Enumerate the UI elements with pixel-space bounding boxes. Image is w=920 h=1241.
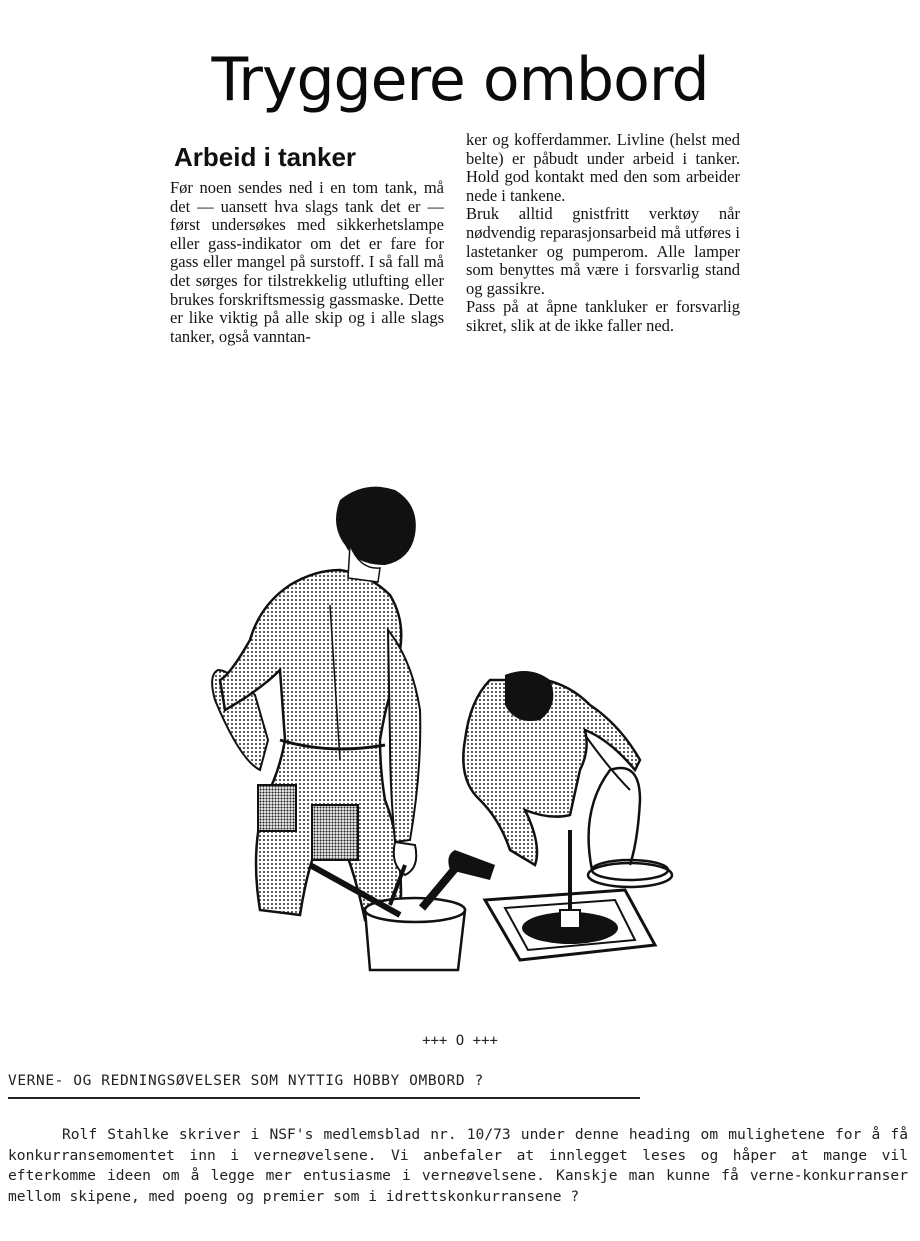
section-separator: +++ O +++ xyxy=(422,1033,498,1049)
notice-heading: VERNE- OG REDNINGSØVELSER SOM NYTTIG HOBBY OMBORD ? xyxy=(8,1073,484,1089)
notice-body: Rolf Stahlke skriver i NSF's medlemsblad nr. 10/73 under denne heading om mulighetene for å få konkurransemomentet inn i verneøvelsene. Vi anbefaler at innlegget leses og håper at mange vil efterkomme ideen om å legge mer entusiasme i verneøvelsene. Kanskje man kunne få verne-konkurranser mellom skipene, med poeng og premier som i idrettskonkurransene ? xyxy=(8,1126,908,1205)
kneeling-worker-figure xyxy=(448,671,640,880)
article-paragraph: Bruk alltid gnistfritt verktøy når nødvendig reparasjonsarbeid må utføres i lastetanker og pumperom. Alle lamper som benyttes må være i forsvarlig stand og gassikre. xyxy=(466,204,740,298)
two-workers-at-tank-hatch-illustration xyxy=(190,470,680,980)
article-paragraph: ker og kofferdammer. Livline (helst med belte) er påbudt under arbeid i tanker. Hold god kontakt med den som arbeider nede i tankene. xyxy=(466,130,740,205)
coiled-hose xyxy=(588,768,672,887)
heading-underline xyxy=(8,1097,640,1099)
article-right-column xyxy=(466,131,740,336)
standing-worker-figure xyxy=(212,487,420,920)
article-heading: Arbeid i tanker xyxy=(174,141,357,172)
page-title: Tryggere ombord xyxy=(211,45,709,116)
article-paragraph: Før noen sendes ned i en tom tank, må det — uansett hva slags tank det er — først undersøkes med sikkerhetslampe eller gass-indikator om det er fare for gass eller mangel på surstoff. I så fall må det sørges for tilstrekkelig utlufting eller brukes forskriftsmessig gassmaske. Dette er like viktig på alle skip og i alle slags tanker, også vanntan- xyxy=(170,178,444,346)
article-left-column xyxy=(170,179,444,346)
article-paragraph: Pass på at åpne tankluker er forsvarlig sikret, slik at de ikke faller ned. xyxy=(466,297,740,335)
